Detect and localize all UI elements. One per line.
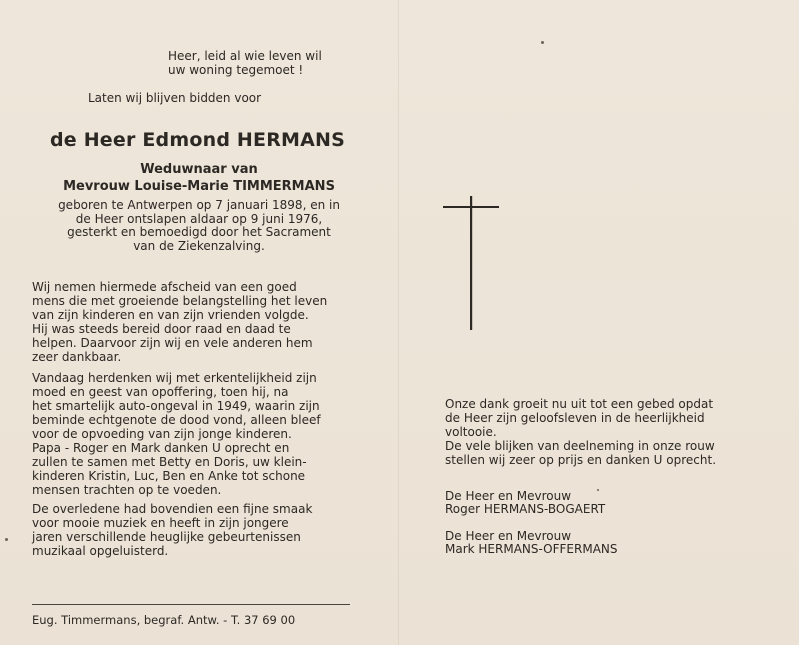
- family-name: Mark HERMANS-OFFERMANS: [445, 542, 618, 556]
- paper-speck: [541, 41, 544, 44]
- footer-rule: [32, 604, 350, 605]
- paragraph-line: mens die met groeiende belangstelling het leven: [32, 294, 328, 308]
- tribute-paragraph-1: [32, 280, 327, 364]
- prayer-line: Heer, leid al wie leven wil: [168, 49, 322, 63]
- paragraph-line: voor mooie muziek en heeft in zijn jongere: [32, 516, 289, 530]
- paragraph-line: helpen. Daarvoor zijn wij en vele anderen hem: [32, 336, 313, 350]
- details-line: gesterkt en bemoedigd door het Sacrament: [67, 225, 331, 239]
- thanks-line: stellen wij zeer op prijs en danken U oprecht.: [445, 453, 717, 467]
- prayer-line: uw woning tegemoet !: [168, 63, 304, 77]
- paragraph-line: jaren verschillende heuglijke gebeurtenissen: [32, 530, 301, 544]
- thanks-paragraph-2: [445, 439, 716, 467]
- cross-icon: [440, 196, 502, 332]
- paragraph-line: De overledene had bovendien een fijne smaak: [32, 502, 313, 516]
- paragraph-line: voor de opvoeding van zijn jonge kinderen.: [32, 427, 292, 441]
- center-fold: [398, 0, 399, 645]
- thanks-line: de Heer zijn geloofsleven in de heerlijkheid: [445, 411, 705, 425]
- paragraph-line: zeer dankbaar.: [32, 350, 122, 364]
- paragraph-line: beminde echtgenote de dood vond, alleen bleef: [32, 413, 321, 427]
- tribute-paragraph-2: [32, 371, 321, 497]
- paragraph-line: kinderen Kristin, Luc, Ben en Anke tot schone: [32, 469, 306, 483]
- paragraph-line: van zijn kinderen en van zijn vrienden volgde.: [32, 308, 309, 322]
- thanks-line: voltooie.: [445, 425, 497, 439]
- paper-speck: [597, 489, 599, 491]
- paragraph-line: zullen te samen met Betty en Doris, uw klein-: [32, 455, 307, 469]
- opening-prayer: [168, 49, 322, 77]
- printer-imprint: Eug. Timmermans, begraf. Antw. - T. 37 69 00: [32, 613, 296, 627]
- family-title: De Heer en Mevrouw: [445, 529, 572, 543]
- tribute-paragraph-3: [32, 502, 312, 558]
- intro-line: Laten wij blijven bidden voor: [88, 91, 262, 105]
- paragraph-line: Papa - Roger en Mark danken U oprecht en: [32, 441, 290, 455]
- details-line: geboren te Antwerpen op 7 januari 1898, en in: [58, 198, 340, 212]
- widower-label: Weduwnaar van: [140, 162, 258, 177]
- paragraph-line: muzikaal opgeluisterd.: [32, 544, 169, 558]
- family-signature-2: [445, 530, 618, 556]
- paragraph-line: het smartelijk auto-ongeval in 1949, waarin zijn: [32, 399, 320, 413]
- family-title: De Heer en Mevrouw: [445, 489, 572, 503]
- birth-death-details: [0, 199, 398, 253]
- family-name: Roger HERMANS-BOGAERT: [445, 502, 606, 516]
- paragraph-line: mensen trachten op te voeden.: [32, 483, 222, 497]
- thanks-line: De vele blijken van deelneming in onze rouw: [445, 439, 715, 453]
- thanks-line: Onze dank groeit nu uit tot een gebed opdat: [445, 397, 714, 411]
- paper-speck: [5, 538, 8, 541]
- deceased-name: de Heer Edmond HERMANS: [50, 129, 346, 151]
- thanks-paragraph-1: [445, 397, 713, 439]
- widower-of: [0, 161, 398, 195]
- details-line: van de Ziekenzalving.: [133, 238, 265, 253]
- details-line: de Heer ontslapen aldaar op 9 juni 1976,: [75, 211, 323, 226]
- spouse-name: Mevrouw Louise-Marie TIMMERMANS: [63, 179, 335, 194]
- family-signature-1: [445, 490, 605, 516]
- paragraph-line: moed en geest van opoffering, toen hij, na: [32, 385, 289, 399]
- paragraph-line: Hij was steeds bereid door raad en daad te: [32, 322, 291, 336]
- paragraph-line: Wij nemen hiermede afscheid van een goed: [32, 280, 297, 294]
- paragraph-line: Vandaag herdenken wij met erkentelijkheid zijn: [32, 371, 317, 385]
